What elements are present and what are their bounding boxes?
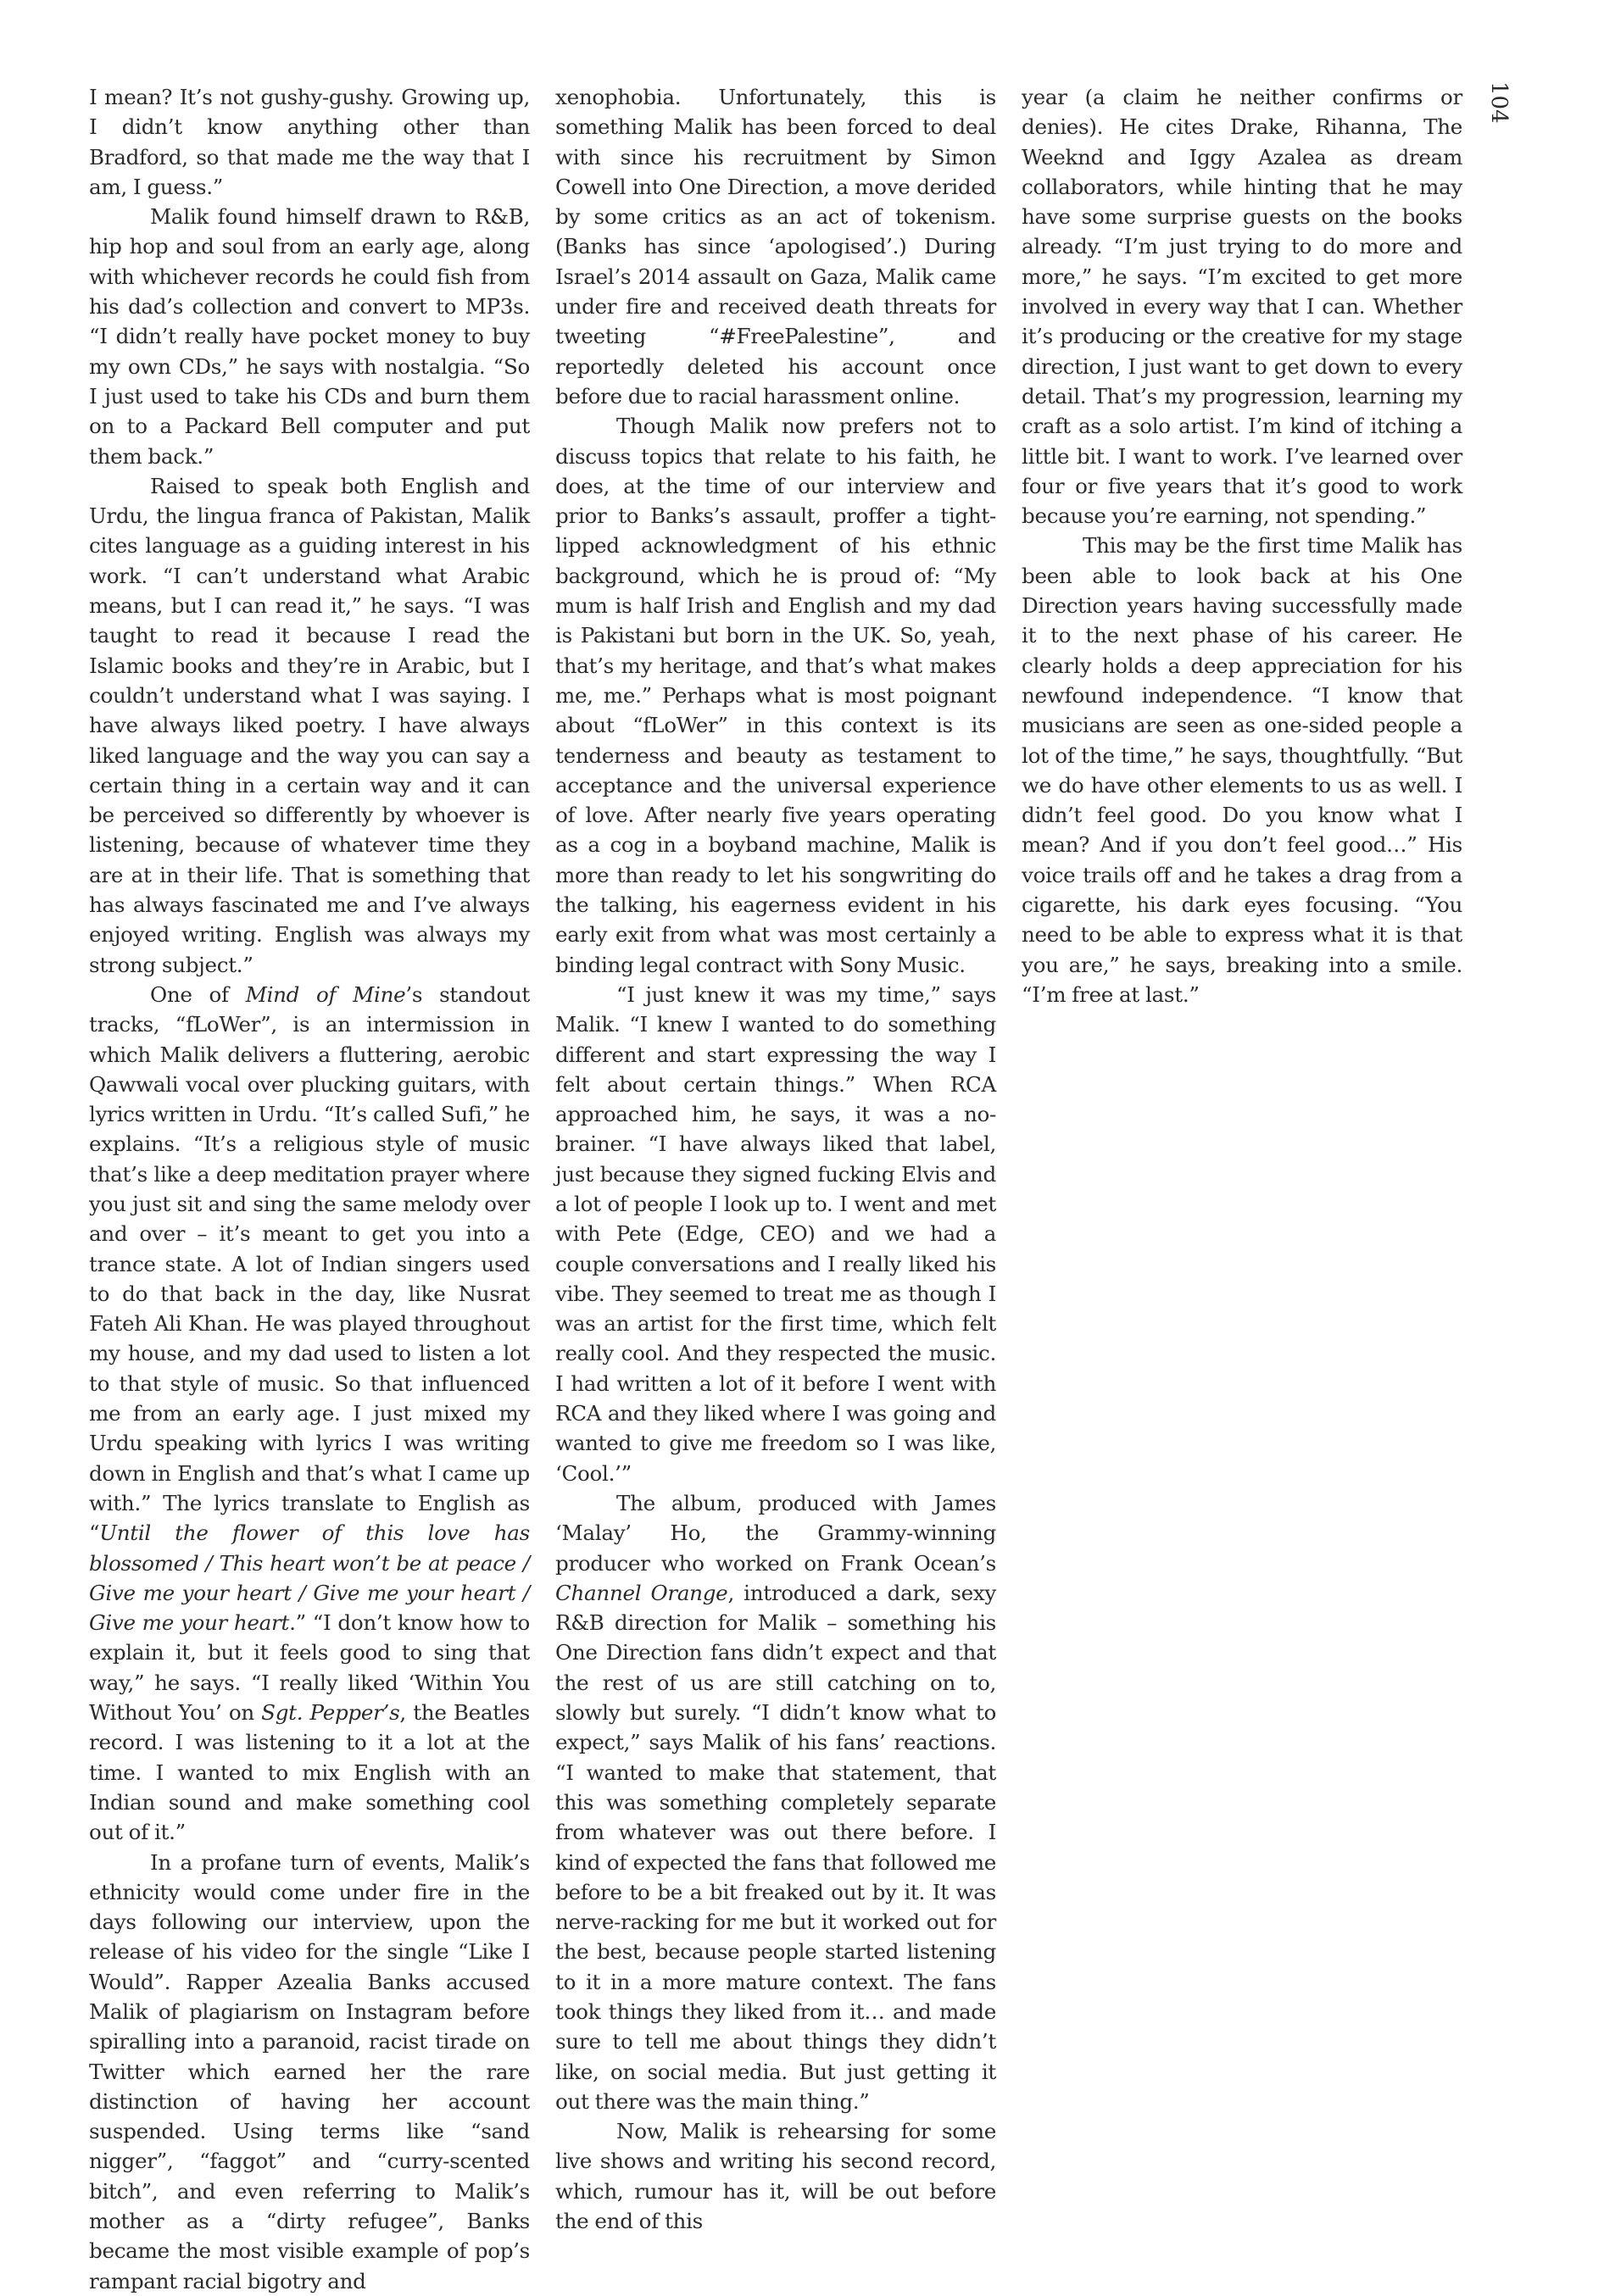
paragraph	[1022, 531, 1462, 1009]
text-run: Though Malik now prefers not to discuss topics that relate to his faith, he does, at the time of our interview and prior to Banks’s assault, proffer a tight-lipped acknowledgment of his ethnic background, which he is proud of: “My mum is half Irish and English and my dad is Pakistani but born in the UK. So, yeah, that’s my heritage, and that’s what makes me, me.” Perhaps what is most poignant about “fLoWer” in this context is its tenderness and beauty as testament to acceptance and the universal experience of love. After nearly five years operating as a cog in a boyband machine, Malik is more than ready to let his songwriting do the talking, his eagerness evident in his early exit from what was most certainly a binding legal contract with Sony Music.	[555, 414, 996, 977]
text-column-1	[89, 82, 530, 2296]
paragraph	[89, 1848, 530, 2296]
italic-text: Until the flower of this love has blossomed / This heart won’t be at peace / Give me your heart / Give me your heart / Give me your heart	[89, 1520, 530, 1636]
text-run: ’s standout tracks, “fLoWer”, is an intermission in which Malik delivers a fluttering, aerobic Qawwali vocal over plucking guitars, with lyrics written in Urdu. “It’s called Sufi,” he explains. “It’s a religious style of music that’s like a deep meditation prayer where you just sit and sing the same melody over and over – it’s meant to get you into a trance state. A lot of Indian singers used to do that back in the day, like Nusrat Fateh Ali Khan. He was played throughout my house, and my dad used to listen a lot to that style of music. So that influenced me from an early age. I just mixed my Urdu speaking with lyrics I was writing down in English and that’s what I came up with.” The lyrics translate to English as “	[89, 981, 530, 1546]
text-run: Now, Malik is rehearsing for some live shows and writing his second record, which, rumour has it, will be out before the end of this	[555, 2119, 996, 2234]
text-run: Malik found himself drawn to R&B, hip hop and soul from an early age, along with whichever records he could fish from his dad’s collection and convert to MP3s. “I didn’t really have pocket money to buy my own CDs,” he says with nostalgia. “So I just used to take his CDs and burn them on to a Packard Bell computer and put them back.”	[89, 204, 530, 469]
text-run: The album, produced with James ‘Malay’ Ho, the Grammy-winning producer who worked on Frank Ocean’s	[555, 1490, 996, 1576]
paragraph	[89, 471, 530, 980]
text-run: I mean? It’s not gushy-gushy. Growing up, I didn’t know anything other than Bradford, so that made me the way that I am, I guess.”	[89, 85, 530, 199]
paragraph	[89, 202, 530, 471]
text-column-2	[555, 82, 996, 2236]
paragraph	[555, 980, 996, 1488]
paragraph	[555, 82, 996, 411]
text-run: Raised to speak both English and Urdu, the lingua franca of Pakistan, Malik cites language as a guiding interest in his work. “I can’t understand what Arabic means, but I can read it,” he says. “I was taught to read it because I read the Islamic books and they’re in Arabic, but I couldn’t understand what I was saying. I have always liked poetry. I have always liked language and the way you can say a certain thing in a certain way and it can be perceived so differently by whoever is listening, because of whatever time they are at in their life. That is something that has always fascinated me and I’ve always enjoyed writing. English was always my strong subject.”	[89, 473, 530, 977]
paragraph	[555, 411, 996, 980]
text-column-3	[1022, 82, 1462, 1009]
paragraph	[555, 1488, 996, 2116]
page-number: 104	[1486, 81, 1512, 124]
text-run: xenophobia. Unfortunately, this is something Malik has been forced to deal with since his recruitment by Simon Cowell into One Direction, a move derided by some critics as an act of tokenism. (Banks has since ‘apologised’.) During Israel’s 2014 assault on Gaza, Malik came under fire and received death threats for tweeting “#FreePalestine”, and reportedly deleted his account once before due to racial harassment online.	[555, 85, 996, 409]
italic-text: Sgt. Pepper’s	[261, 1700, 400, 1726]
text-run: , introduced a dark, sexy R&B direction for Malik – something his One Direction fans didn’t expect and that the rest of us are still catching on to, slowly but surely. “I didn’t know what to expect,” says Malik of his fans’ reactions. “I wanted to make that statement, that this was something completely separate from whatever was out there before. I kind of expected the fans that followed me before to be a bit freaked out by it. It was nerve-racking for me but it worked out for the best, because people started listening to it in a more mature context. The fans took things they liked from it… and made sure to tell me about things they didn’t like, on social media. But just getting it out there was the main thing.”	[555, 1580, 996, 2114]
text-run: This may be the first time Malik has been able to look back at his One Direction years having successfully made it to the next phase of his career. He clearly holds a deep appreciation for his newfound independence. “I know that musicians are seen as one-sided people a lot of the time,” he says, thoughtfully. “But we do have other elements to us as well. I didn’t feel good. Do you know what I mean? And if you don’t feel good…” His voice trails off and he takes a drag from a cigarette, his dark eyes focusing. “You need to be able to express what it is that you are,” he says, breaking into a smile. “I’m free at last.”	[1022, 533, 1462, 1007]
paragraph	[89, 980, 530, 1848]
text-run: .” “I don’t know how to explain it, but it feels good to sing that way,” he says. “I really liked ‘Within You Without You’ on	[89, 1610, 530, 1726]
text-run: In a profane turn of events, Malik’s ethnicity would come under fire in the days following our interview, upon the release of his video for the single “Like I Would”. Rapper Azealia Banks accused Malik of plagiarism on Instagram before spiralling into a paranoid, racist tirade on Twitter which earned her the rare distinction of having her account suspended. Using terms like “sand nigger”, “faggot” and “curry-scented bitch”, and even referring to Malik’s mother as a “dirty refugee”, Banks became the most visible example of pop’s rampant racial bigotry and	[89, 1849, 530, 2293]
italic-text: Channel Orange	[555, 1580, 728, 1605]
paragraph	[555, 2116, 996, 2236]
text-run: year (a claim he neither confirms or denies). He cites Drake, Rihanna, The Weeknd and Iggy Azalea as dream collaborators, while hinting that he may have some surprise guests on the books already. “I’m just trying to do more and more,” he says. “I’m excited to get more involved in every way that I can. Whether it’s producing or the creative for my stage direction, I just want to get down to every detail. That’s my progression, learning my craft as a solo artist. I’m kind of itching a little bit. I want to work. I’ve learned over four or five years that it’s good to work because you’re earning, not spending.”	[1022, 85, 1462, 529]
paragraph	[89, 82, 530, 202]
text-run: “I just knew it was my time,” says Malik. “I knew I wanted to do something different and start expressing the way I felt about certain things.” When RCA approached him, he says, it was a no-brainer. “I have always liked that label, just because they signed fucking Elvis and a lot of people I look up to. I went and met with Pete (Edge, CEO) and we had a couple conversations and I really liked his vibe. They seemed to treat me as though I was an artist for the first time, which felt really cool. And they respected the music. I had written a lot of it before I went with RCA and they liked where I was going and wanted to give me freedom so I was like, ‘Cool.’”	[555, 981, 996, 1486]
paragraph	[1022, 82, 1462, 531]
text-run: One of	[150, 981, 246, 1007]
italic-text: Mind of Mine	[245, 981, 406, 1007]
text-run: , the Beatles record. I was listening to it a lot at the time. I wanted to mix English with an Indian sound and make something cool out of it.”	[89, 1700, 531, 1845]
